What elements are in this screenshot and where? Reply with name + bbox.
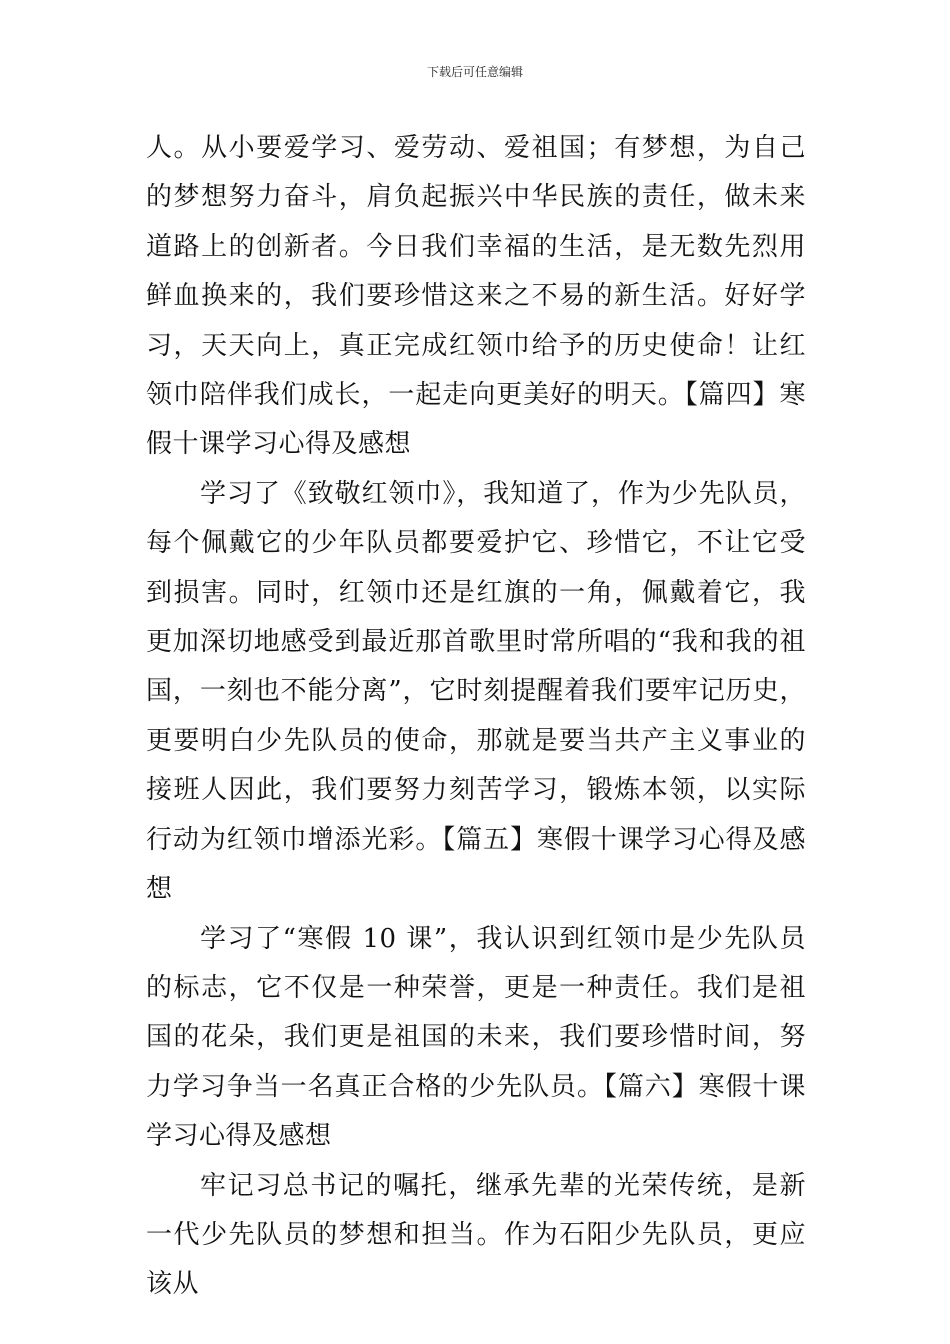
- paragraph-continuation: 人。从小要爱学习、爱劳动、爱祖国；有梦想，为自己的梦想努力奋斗，肩负起振兴中华民族的责任，做未来道路上的创新者。今日我们幸福的生活，是无数先烈用鲜血换来的，我们要珍惜这来之不易的新生活。好好学习，天天向上，真正完成红领巾给予的历史使命！让红领巾陪伴我们成长，一起走向更美好的明天。【篇四】寒假十课学习心得及感想: [146, 133, 806, 460]
- paragraph-section-six: 牢记习总书记的嘱托，继承先辈的光荣传统，是新一代少先队员的梦想和担当。作为石阳少先队员，更应该从: [146, 1170, 806, 1300]
- document-body: [146, 124, 806, 1310]
- page-header: 下载后可任意编辑: [426, 65, 523, 79]
- paragraph-section-four: 学习了《致敬红领巾》，我知道了，作为少先队员，每个佩戴它的少年队员都要爱护它、珍惜它，不让它受到损害。同时，红领巾还是红旗的一角，佩戴着它，我更加深切地感受到最近那首歌里时常所唱的“我和我的祖国，一刻也不能分离”，它时刻提醒着我们要牢记历史，更要明白少先队员的使命，那就是要当共产主义事业的接班人因此，我们要努力刻苦学习，锻炼本领，以实际行动为红领巾增添光彩。【篇五】寒假十课学习心得及感想: [146, 478, 806, 905]
- paragraph-section-five: 学习了“寒假 10 课”，我认识到红领巾是少先队员的标志，它不仅是一种荣誉，更是一种责任。我们是祖国的花朵，我们更是祖国的未来，我们要珍惜时间，努力学习争当一名真正合格的少先队员。【篇六】寒假十课学习心得及感想: [146, 923, 806, 1152]
